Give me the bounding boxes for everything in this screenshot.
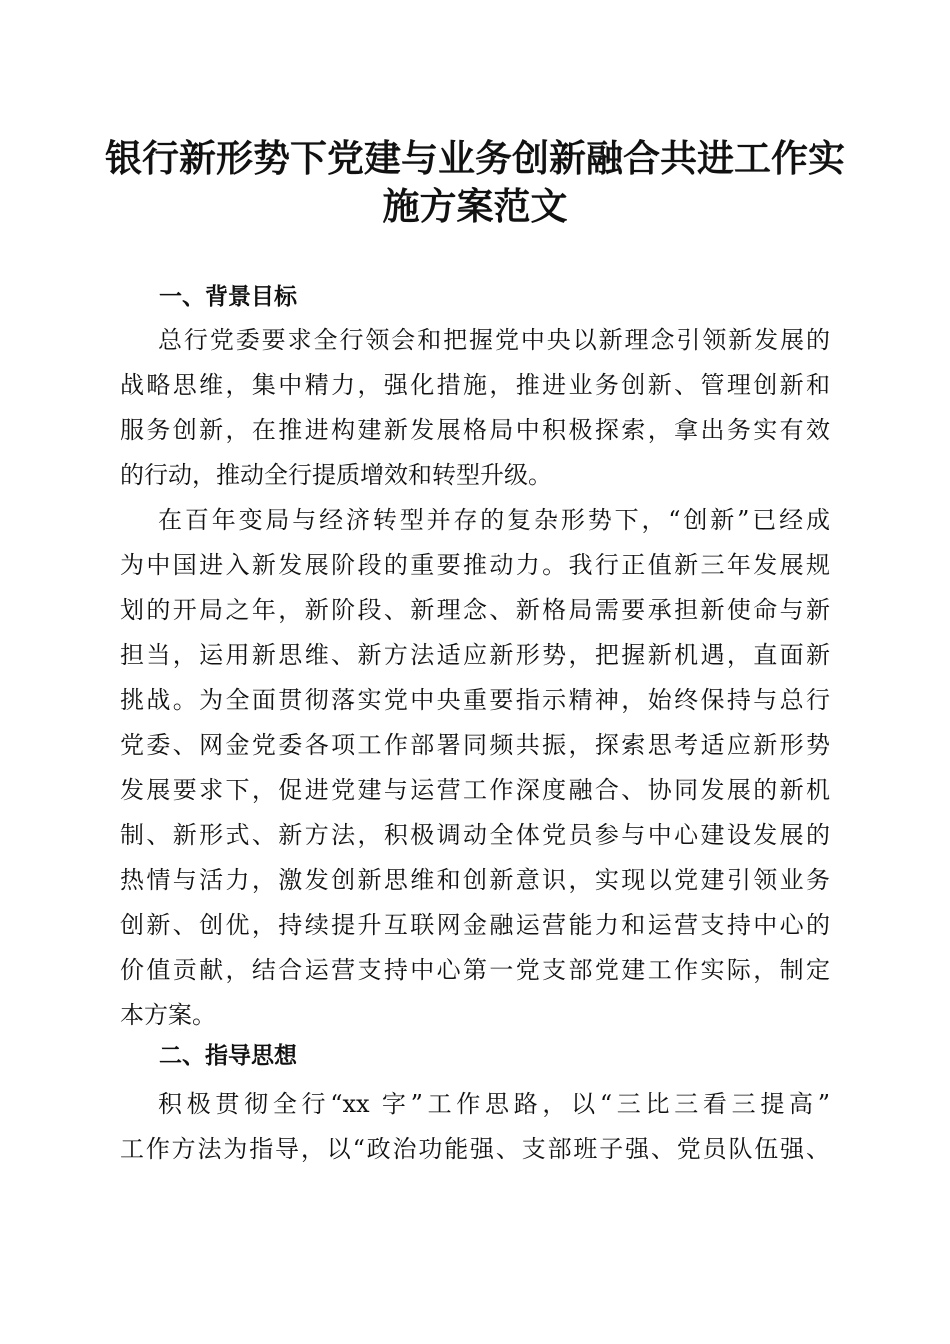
paragraph-line: 工作方法为指导，以“政治功能强、支部班子强、党员队伍强、 bbox=[120, 1135, 830, 1163]
paragraph-line: 发展要求下，促进党建与运营工作深度融合、协同发展的新机 bbox=[120, 776, 830, 804]
paragraph-line: 总行党委要求全行领会和把握党中央以新理念引领新发展的 bbox=[158, 326, 830, 354]
paragraph-line: 服务创新，在推进构建新发展格局中积极探索，拿出务实有效 bbox=[120, 416, 830, 444]
paragraph-line: 挑战。为全面贯彻落实党中央重要指示精神，始终保持与总行 bbox=[120, 686, 830, 714]
section-heading-guiding-ideology: 二、指导思想 bbox=[159, 1043, 297, 1069]
paragraph-line: 党委、网金党委各项工作部署同频共振，探索思考适应新形势 bbox=[120, 731, 830, 759]
document-title-line-2: 施方案范文 bbox=[382, 184, 568, 228]
paragraph-line: 战略思维，集中精力，强化措施，推进业务创新、管理创新和 bbox=[120, 371, 830, 399]
paragraph-line: 为中国进入新发展阶段的重要推动力。我行正值新三年发展规 bbox=[120, 551, 830, 579]
section-heading-background-goals: 一、背景目标 bbox=[159, 284, 297, 310]
paragraph-line: 积极贯彻全行“xx 字”工作思路，以“三比三看三提高” bbox=[158, 1090, 830, 1118]
paragraph-line: 制、新形式、新方法，积极调动全体党员参与中心建设发展的 bbox=[120, 821, 830, 849]
paragraph-line: 担当，运用新思维、新方法适应新形势，把握新机遇，直面新 bbox=[120, 641, 830, 669]
paragraph-line: 在百年变局与经济转型并存的复杂形势下，“创新”已经成 bbox=[158, 506, 830, 534]
paragraph-line: 本方案。 bbox=[120, 1001, 216, 1029]
paragraph-line: 的行动，推动全行提质增效和转型升级。 bbox=[120, 461, 552, 489]
paragraph-line: 创新、创优，持续提升互联网金融运营能力和运营支持中心的 bbox=[120, 911, 830, 939]
document-title-line-1: 银行新形势下党建与业务创新融合共进工作实 bbox=[105, 136, 845, 180]
paragraph-line: 划的开局之年，新阶段、新理念、新格局需要承担新使命与新 bbox=[120, 596, 830, 624]
paragraph-line: 价值贡献，结合运营支持中心第一党支部党建工作实际，制定 bbox=[120, 956, 830, 984]
paragraph-line: 热情与活力，激发创新思维和创新意识，实现以党建引领业务 bbox=[120, 866, 830, 894]
